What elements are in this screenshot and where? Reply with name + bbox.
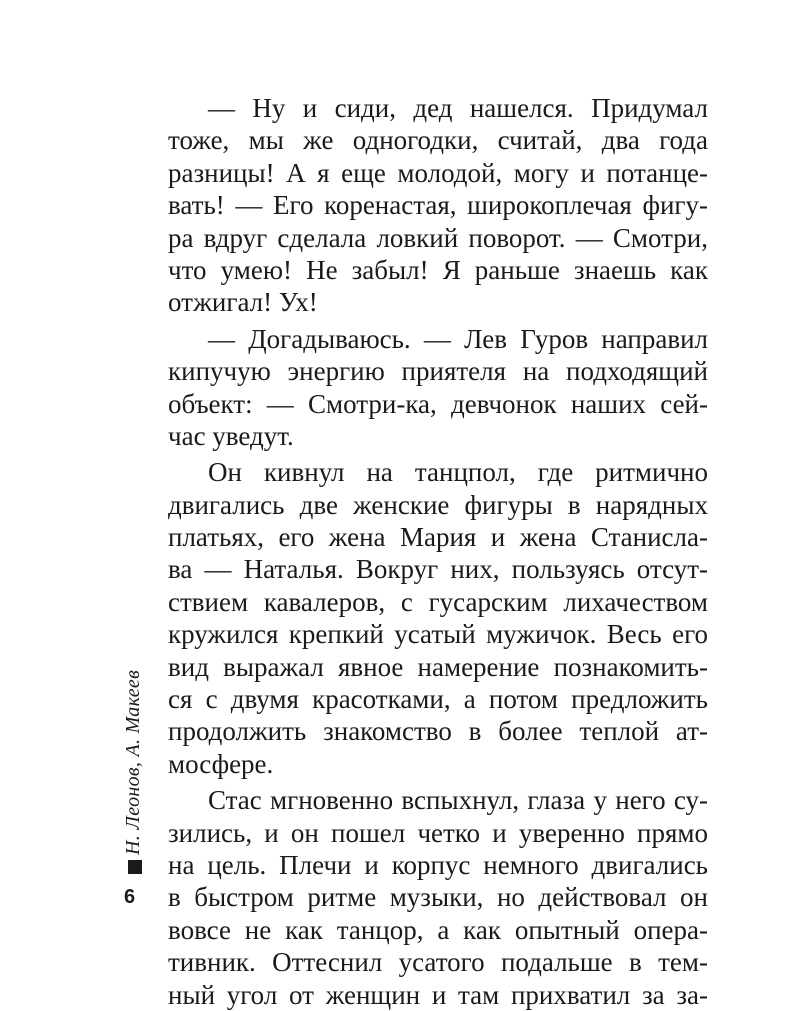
text-line: на цель. Плечи и корпус немного двигались bbox=[168, 849, 708, 880]
text-line: продолжить знакомство в более теплой ат- bbox=[168, 716, 708, 747]
text-line: вовсе не как танцор, а как опытный опера- bbox=[168, 914, 708, 945]
text-line: ва — Наталья. Вокруг них, пользуясь отсут- bbox=[168, 554, 708, 585]
text-line: вать! — Его коренастая, широкоплечая фигу- bbox=[168, 190, 708, 221]
text-line: объект: — Смотри-ка, девчонок наших сей- bbox=[168, 388, 708, 419]
running-head-authors: Н. Леонов, А. Макеев bbox=[122, 669, 144, 855]
text-line: разницы! А я еще молодой, могу и потанце- bbox=[168, 157, 708, 188]
text-line: Стас мгновенно вспыхнул, глаза у него су- bbox=[208, 785, 708, 816]
text-line: вид выражал явное намерение познакомить- bbox=[168, 651, 708, 682]
text-line: Он кивнул на танцпол, где ритмично bbox=[208, 457, 708, 488]
text-line: мосфере. bbox=[168, 748, 274, 779]
paragraph bbox=[168, 784, 708, 1011]
paragraph bbox=[168, 92, 708, 319]
text-line: зились, и он пошел четко и уверенно прямо bbox=[168, 817, 708, 848]
text-line: — Догадываюсь. — Лев Гуров направил bbox=[208, 323, 708, 354]
text-line: тоже, мы же одногодки, считай, два года bbox=[168, 125, 708, 156]
square-marker bbox=[128, 860, 142, 874]
text-line: что умею! Не забыл! Я раньше знаешь как bbox=[168, 254, 708, 285]
text-line: тивник. Оттеснил усатого подальше в тем- bbox=[168, 947, 708, 978]
page-number: 6 bbox=[124, 886, 136, 908]
text-line: ся с двумя красотками, а потом предложить bbox=[168, 684, 708, 715]
paragraph bbox=[168, 323, 708, 453]
text-line: ный угол от женщин и там прихватил за за- bbox=[168, 979, 708, 1010]
text-line: ствием кавалеров, с гусарским лихачеством bbox=[168, 586, 708, 617]
body-text bbox=[168, 92, 708, 1011]
text-line: час уведут. bbox=[168, 420, 294, 451]
text-line: кружился крепкий усатый мужичок. Весь его bbox=[168, 619, 708, 650]
paragraph bbox=[168, 456, 708, 780]
text-line: отжигал! Ух! bbox=[168, 287, 318, 318]
text-line: кипучую энергию приятеля на подходящий bbox=[168, 356, 708, 387]
text-line: — Ну и сиди, дед нашелся. Придумал bbox=[208, 93, 708, 123]
text-line: двигались две женские фигуры в нарядных bbox=[168, 489, 708, 520]
text-line: платьях, его жена Мария и жена Станисла- bbox=[168, 522, 708, 553]
text-line: в быстром ритме музыки, но действовал он bbox=[168, 882, 708, 913]
text-line: ра вдруг сделала ловкий поворот. — Смотри, bbox=[168, 222, 708, 253]
